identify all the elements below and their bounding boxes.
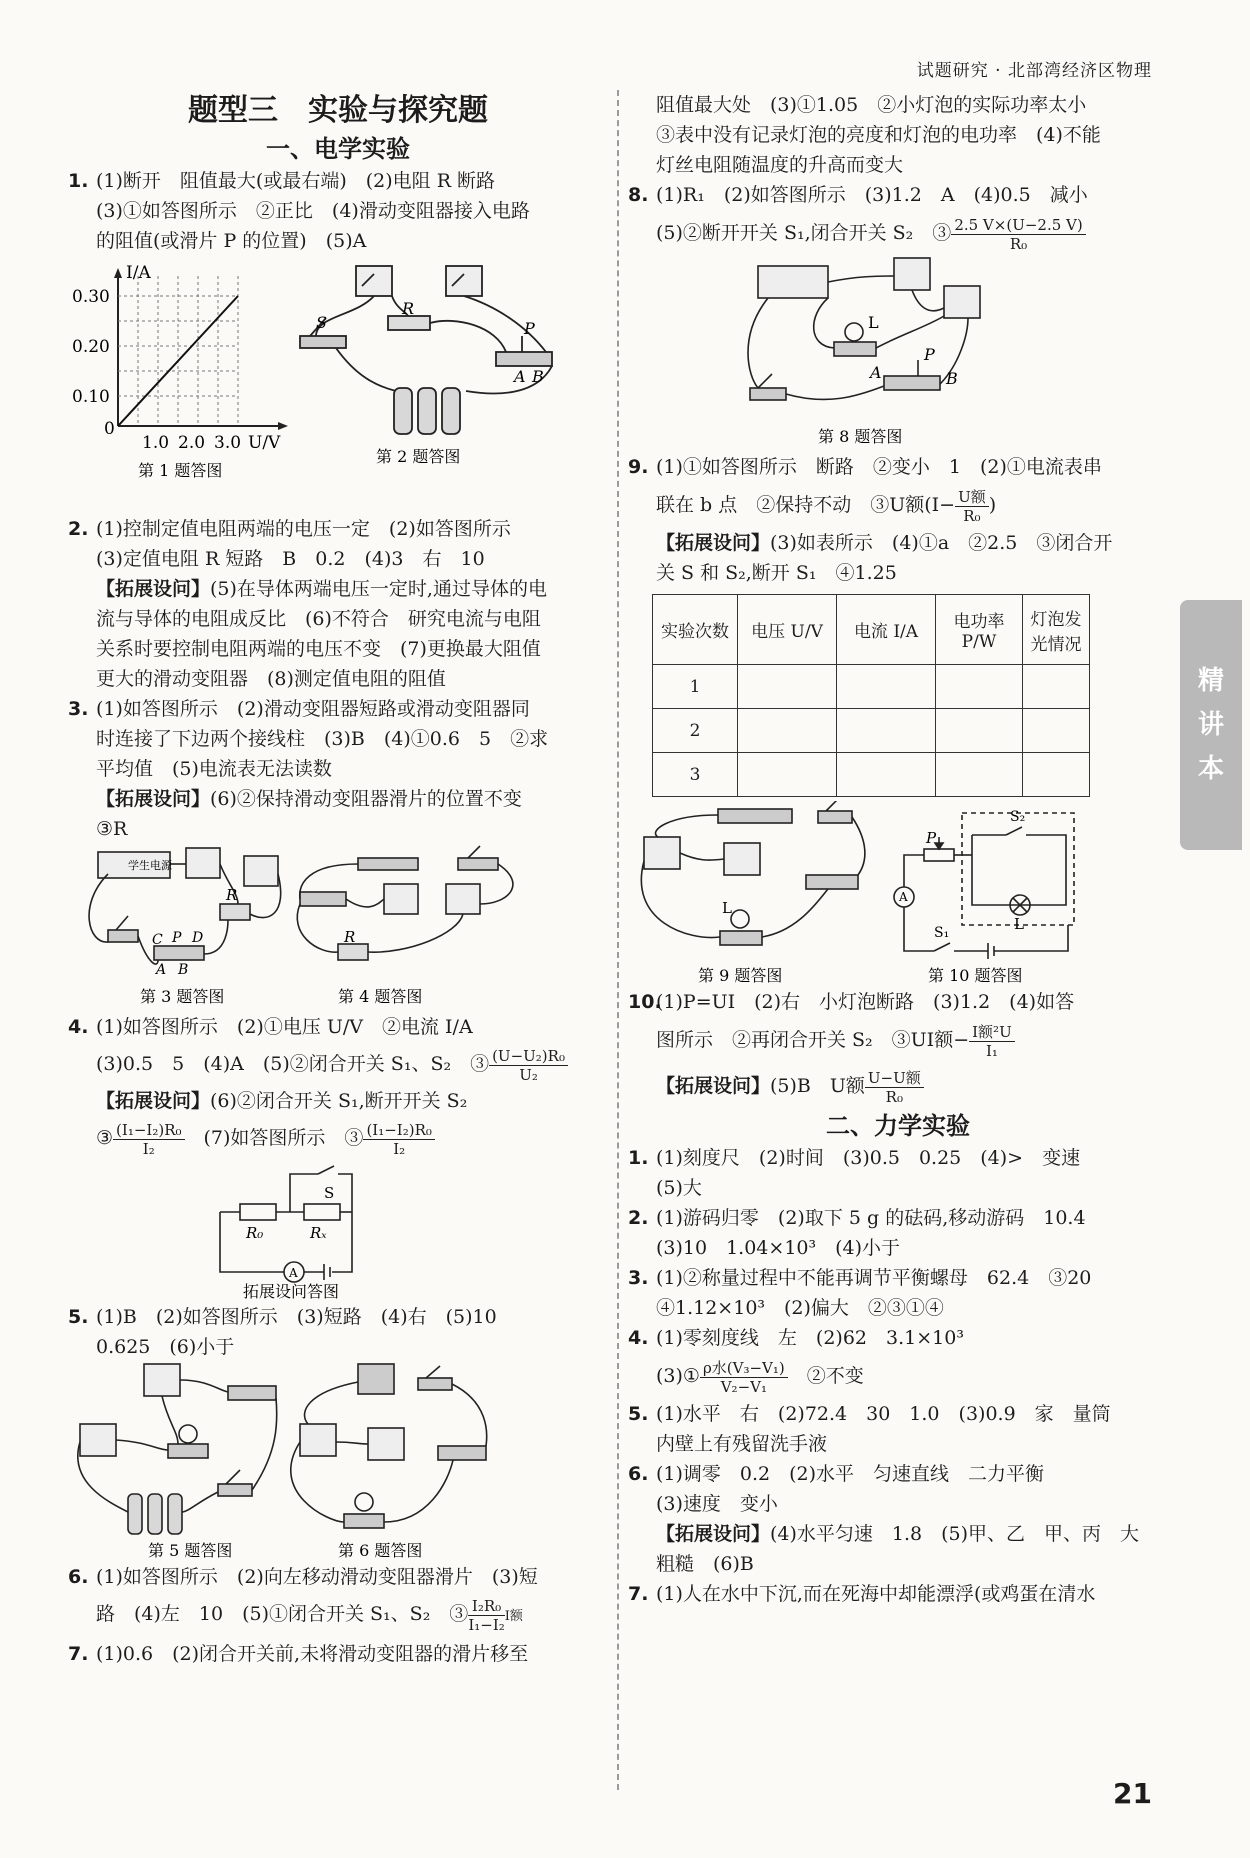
table-header: 电功率 P/W bbox=[936, 595, 1023, 665]
table-cell bbox=[1023, 753, 1090, 797]
fig-ext-caption: 拓展设问答图 bbox=[243, 1282, 340, 1301]
m7-line1: 7. (1)人在水中下沉,而在死海中却能漂浮(或鸡蛋在清水 bbox=[628, 1583, 1096, 1605]
q1-line3: 的阻值(或滑片 P 的位置) (5)A bbox=[96, 230, 367, 252]
table-cell: 2 bbox=[653, 709, 738, 753]
fig1-caption: 第 1 题答图 bbox=[138, 461, 223, 480]
page-number: 21 bbox=[1113, 1777, 1152, 1810]
table-row bbox=[653, 753, 1090, 797]
table-cell bbox=[936, 665, 1023, 709]
q3-line3: 平均值 (5)电流表无法读数 bbox=[96, 758, 332, 780]
fig9-caption: 第 9 题答图 bbox=[698, 966, 783, 985]
fig10-label: A bbox=[899, 890, 908, 904]
q4-line4: ③ $\frac{\text{(I₁−I₂)R₀}}{\text{I₂}}$ (7)如答图所示 ③ $\frac{\text{(I₁−I₂)R₀}}{\text{I₂}}$ bbox=[68, 1116, 608, 1160]
q3-line1: 3. (1)如答图所示 (2)滑动变阻器短路或滑动变阻器同 bbox=[68, 698, 530, 720]
page-header: 试题研究 · 北部湾经济区物理 bbox=[916, 61, 1152, 81]
fig1-xtick: 3.0 bbox=[214, 433, 242, 453]
side-tab-char: 本 bbox=[1197, 754, 1224, 784]
fig3-power-box: 学生电源 bbox=[128, 859, 172, 872]
q3-line5: ③R bbox=[96, 818, 128, 840]
q1-line2: (3)①如答图所示 ②正比 (4)滑动变阻器接入电路 bbox=[96, 200, 530, 222]
fig-ext-circuit bbox=[68, 1160, 608, 1302]
fig2-label: B bbox=[532, 367, 544, 386]
m5-line1: 5. (1)水平 右 (2)72.4 30 1.0 (3)0.9 家 量筒 bbox=[628, 1403, 1111, 1425]
fig1-xtick: 1.0 bbox=[142, 433, 170, 453]
q5-line1: 5. (1)B (2)如答图所示 (3)短路 (4)右 (5)10 bbox=[68, 1306, 497, 1328]
fig2-label: P bbox=[524, 319, 535, 338]
q3-line2: 时连接了下边两个接线柱 (3)B (4)①0.6 5 ②求 bbox=[96, 728, 549, 750]
q2-line3: 【拓展设问】(5)在导体两端电压一定时,通过导体的电 bbox=[96, 578, 547, 600]
fig3-fig4 bbox=[68, 844, 608, 1012]
side-tab-char: 精 bbox=[1197, 666, 1224, 696]
table-row bbox=[653, 709, 1090, 753]
table-cell: 3 bbox=[653, 753, 738, 797]
left-column bbox=[68, 90, 608, 1669]
q4-line2: (3)0.5 5 (4)A (5)②闭合开关 S₁、S₂ ③ $\frac{\text{(U−U₂)R₀}}{\text{U₂}}$ bbox=[68, 1042, 608, 1086]
fig-row-3-4 bbox=[68, 844, 608, 1012]
table-cell bbox=[936, 709, 1023, 753]
fig9-fig10 bbox=[628, 801, 1168, 987]
m6-line1: 6. (1)调零 0.2 (2)水平 匀速直线 二力平衡 bbox=[628, 1463, 1045, 1485]
fig-row-9-10 bbox=[628, 801, 1168, 987]
q8-line1: 8. (1)R₁ (2)如答图所示 (3)1.2 A (4)0.5 减小 bbox=[628, 184, 1088, 206]
fig1-ytick: 0 bbox=[104, 419, 115, 439]
q10-line1: 10.(1)P=UI (2)右 小灯泡断路 (3)1.2 (4)如答 bbox=[628, 991, 1075, 1013]
table-cell bbox=[738, 665, 837, 709]
table-cell bbox=[1023, 709, 1090, 753]
fig1-ytick: 0.20 bbox=[72, 337, 110, 357]
table-cell bbox=[837, 665, 936, 709]
ext-label: S bbox=[324, 1184, 335, 1202]
q7-cont-line1: 阻值最大处 (3)①1.05 ②小灯泡的实际功率太小 bbox=[656, 94, 1087, 116]
ext-label: R₀ bbox=[246, 1224, 264, 1242]
ext-label: Rₓ bbox=[310, 1224, 327, 1242]
table-cell bbox=[1023, 665, 1090, 709]
q9-line1: 9. (1)①如答图所示 断路 ②变小 1 (2)①电流表串 bbox=[628, 456, 1102, 478]
ext-label: A bbox=[289, 1266, 298, 1280]
fig-row-5-6 bbox=[68, 1362, 608, 1562]
q5-line2: 0.625 (6)小于 bbox=[96, 1336, 235, 1358]
q3-line4: 【拓展设问】(6)②保持滑动变阻器滑片的位置不变 bbox=[96, 788, 522, 810]
q9-line2: 联在 b 点 ②保持不动 ③U额(I− $\frac{\text{U额}}{\text{R₀}}$ ) bbox=[656, 487, 997, 525]
q9-line4: 关 S 和 S₂,断开 S₁ ④1.25 bbox=[656, 562, 897, 584]
m6-line4: 粗糙 (6)B bbox=[656, 1553, 754, 1575]
m4-line1: 4. (1)零刻度线 左 (2)62 3.1×10³ bbox=[628, 1327, 964, 1349]
fig3-caption: 第 3 题答图 bbox=[140, 987, 225, 1006]
q9-table bbox=[652, 594, 1090, 797]
fig10-label: P bbox=[926, 829, 937, 847]
m1-line1: 1. (1)刻度尺 (2)时间 (3)0.5 0.25 (4)> 变速 bbox=[628, 1147, 1081, 1169]
fig5-caption: 第 5 题答图 bbox=[148, 1541, 233, 1560]
fig3-label: B bbox=[178, 962, 189, 978]
m6-line2: (3)速度 变小 bbox=[656, 1493, 778, 1515]
subsection-title-mechanics: 二、力学实验 bbox=[826, 1112, 970, 1140]
fig8-circuit bbox=[628, 256, 1168, 452]
fig-row-1-2 bbox=[68, 256, 608, 514]
fig2-caption: 第 2 题答图 bbox=[376, 447, 461, 466]
q2-line5: 关系时要控制电阻两端的电压不变 (7)更换最大阻值 bbox=[96, 638, 541, 660]
table-cell bbox=[738, 753, 837, 797]
q9-line3: 【拓展设问】(3)如表所示 (4)①a ②2.5 ③闭合开 bbox=[656, 532, 1113, 554]
fig10-label: S₁ bbox=[934, 925, 950, 941]
m3-line2: ④1.12×10³ (2)偏大 ②③①④ bbox=[656, 1297, 944, 1319]
side-tab-char: 讲 bbox=[1197, 710, 1224, 740]
fig5-fig6 bbox=[68, 1362, 608, 1562]
m6-line3: 【拓展设问】(4)水平匀速 1.8 (5)甲、乙 甲、丙 大 bbox=[656, 1523, 1140, 1545]
q2-line2: (3)定值电阻 R 短路 B 0.2 (4)3 右 10 bbox=[96, 548, 485, 570]
fig10-label: S₂ bbox=[1010, 809, 1026, 825]
q7-line1: 7. (1)0.6 (2)闭合开关前,未将滑动变阻器的滑片移至 bbox=[68, 1643, 529, 1665]
table-cell: 1 bbox=[653, 665, 738, 709]
table-header: 灯泡发 光情况 bbox=[1023, 595, 1090, 665]
right-column bbox=[628, 90, 1168, 1609]
q10-line3: 【拓展设问】(5)B U额 $\frac{\text{U−U额}}{\text{R₀}}$ bbox=[628, 1063, 1168, 1109]
side-tab bbox=[1180, 600, 1242, 850]
fig6-caption: 第 6 题答图 bbox=[338, 1541, 423, 1560]
fig2-circuit bbox=[300, 266, 552, 434]
fig3-label: C bbox=[152, 932, 163, 948]
table-cell bbox=[936, 753, 1023, 797]
fig2-label: R bbox=[402, 299, 415, 318]
table-cell bbox=[837, 709, 936, 753]
table-cell bbox=[837, 753, 936, 797]
fig3-label: A bbox=[156, 962, 167, 978]
fig1-xtick: 2.0 bbox=[178, 433, 206, 453]
fig8-label: P bbox=[924, 345, 935, 364]
fig3-label: P bbox=[172, 930, 182, 946]
fig2-label: A bbox=[514, 367, 526, 386]
column-divider bbox=[617, 90, 619, 1790]
table-header: 电压 U/V bbox=[738, 595, 837, 665]
q10-line2: 图所示 ②再闭合开关 S₂ ③UI额− $\frac{\text{I额²U}}{\text{I₁}}$ bbox=[628, 1017, 1168, 1063]
fig1-ytick: 0.30 bbox=[72, 287, 110, 307]
m4-line2: (3)① $\frac{\text{ρ水(V₃−V₁)}}{\text{V₂−V₁}}$ ②不变 bbox=[656, 1358, 864, 1396]
fig1-graph bbox=[68, 256, 608, 514]
table-header: 实验次数 bbox=[653, 595, 738, 665]
fig10-label: L bbox=[1014, 915, 1024, 933]
fig8-label: L bbox=[868, 313, 879, 332]
table-row bbox=[653, 665, 1090, 709]
q2-line1: 2. (1)控制定值电阻两端的电压一定 (2)如答图所示 bbox=[68, 518, 511, 540]
subsection-title-electric: 一、电学实验 bbox=[266, 135, 410, 163]
q7-cont-line2: ③表中没有记录灯泡的亮度和灯泡的电功率 (4)不能 bbox=[656, 124, 1101, 146]
q8-line2: (5)②断开开关 S₁,闭合开关 S₂ ③ $\frac{2.5 V\times(U-2.5 V)}{\text{R₀}}$ bbox=[628, 210, 1168, 256]
q2-line6: 更大的滑动变阻器 (8)测定值电阻的阻值 bbox=[96, 668, 446, 690]
q1-line1: 1. (1)断开 阻值最大(或最右端) (2)电阻 R 断路 bbox=[68, 170, 496, 192]
m2-line2: (3)10 1.04×10³ (4)小于 bbox=[656, 1237, 901, 1259]
q6-line1: 6. (1)如答图所示 (2)向左移动滑动变阻器滑片 (3)短 bbox=[68, 1566, 538, 1588]
fig4-label: R bbox=[344, 928, 356, 946]
fig8 bbox=[628, 256, 1168, 452]
table-cell bbox=[738, 709, 837, 753]
q6-line2: 路 (4)左 10 (5)①闭合开关 S₁、S₂ ③ $\frac{\text{I₂R₀}}{\text{I₁−I₂}}$ I额 bbox=[96, 1596, 523, 1634]
q4-line1: 4. (1)如答图所示 (2)①电压 U/V ②电流 I/A bbox=[68, 1016, 473, 1038]
fig1-ylabel: I/A bbox=[126, 263, 151, 283]
section-title: 题型三 实验与探究题 bbox=[188, 93, 488, 128]
fig8-label: A bbox=[870, 363, 882, 382]
q7-cont-line3: 灯丝电阻随温度的升高而变大 bbox=[656, 154, 904, 176]
m2-line1: 2. (1)游码归零 (2)取下 5 g 的砝码,移动游码 10.4 bbox=[628, 1207, 1086, 1229]
fig1-xlabel: U/V bbox=[248, 433, 281, 453]
fig1-ytick: 0.10 bbox=[72, 387, 110, 407]
q4-line3: 【拓展设问】(6)②闭合开关 S₁,断开开关 S₂ bbox=[96, 1090, 468, 1112]
fig9-label: L bbox=[722, 899, 732, 917]
m5-line2: 内壁上有残留洗手液 bbox=[656, 1433, 828, 1455]
m1-line2: (5)大 bbox=[656, 1177, 702, 1199]
fig4-caption: 第 4 题答图 bbox=[338, 987, 423, 1006]
fig2-label: S bbox=[316, 313, 327, 332]
table-header: 电流 I/A bbox=[837, 595, 936, 665]
q2-line4: 流与导体的电阻成反比 (6)不符合 研究电流与电阻 bbox=[96, 608, 541, 630]
fig10-caption: 第 10 题答图 bbox=[928, 966, 1023, 985]
fig8-label: B bbox=[946, 369, 958, 388]
fig3-label: R bbox=[226, 886, 238, 904]
m3-line1: 3. (1)②称量过程中不能再调节平衡螺母 62.4 ③20 bbox=[628, 1267, 1092, 1289]
fig3-label: D bbox=[192, 930, 204, 946]
fig8-caption: 第 8 题答图 bbox=[818, 427, 903, 446]
fig-ext bbox=[68, 1160, 608, 1302]
